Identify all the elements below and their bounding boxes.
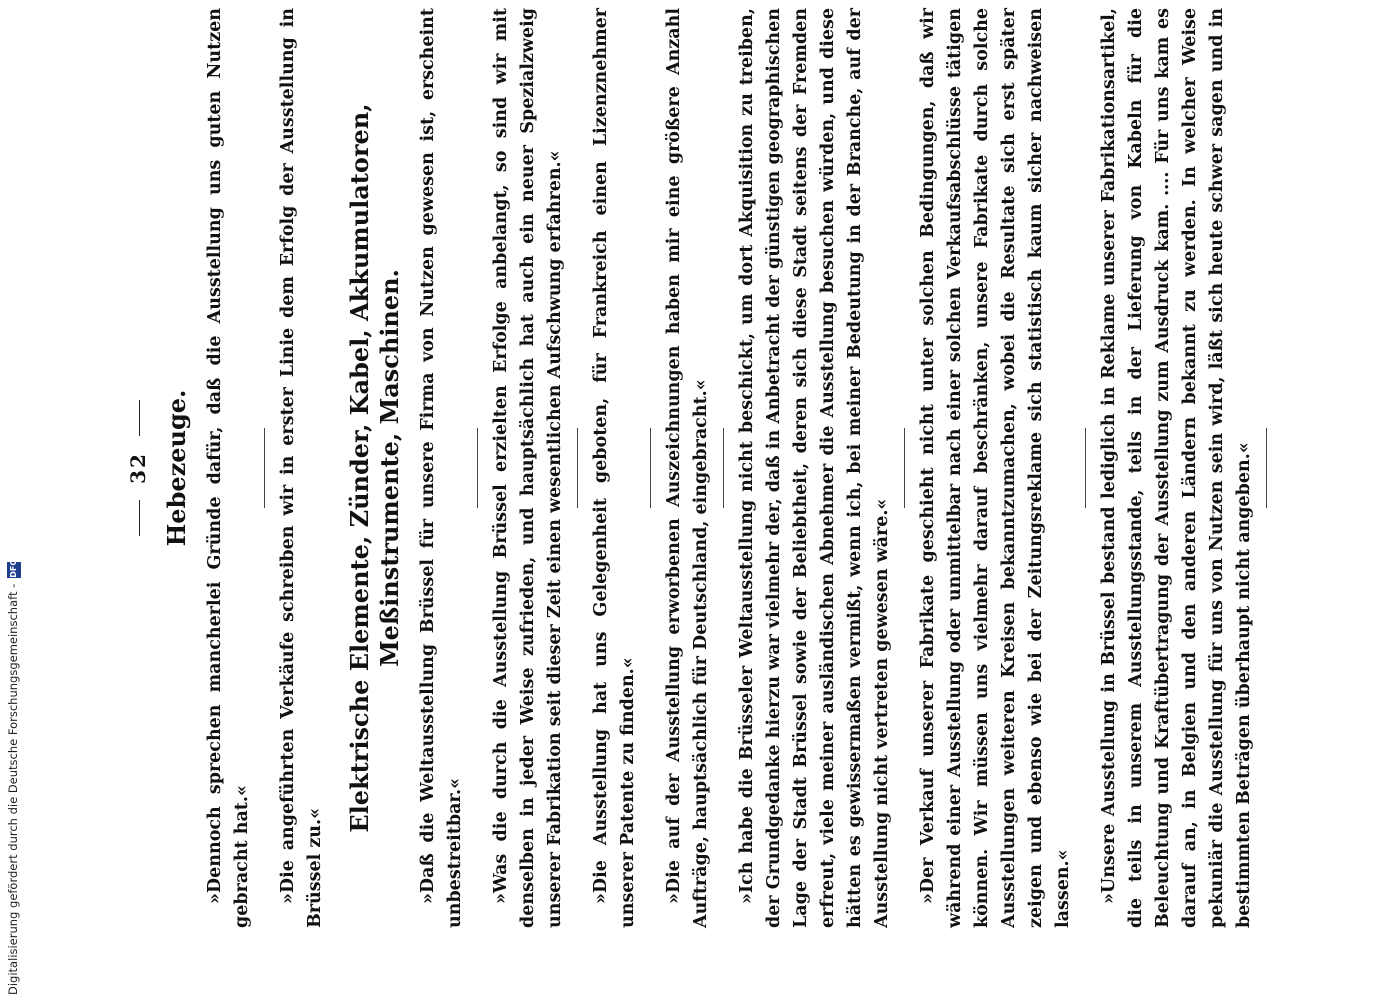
separator-rule	[264, 428, 265, 508]
scanned-page	[125, 8, 1254, 928]
dfg-logo: DFG	[7, 562, 21, 578]
paragraph: »Die Ausstellung hat uns Gelegenheit geboten, für Frankreich einen Lizenznehmer unserer Patente zu finden.«	[591, 8, 638, 928]
paragraph: »Unsere Ausstellung in Brüssel bestand lediglich in Reklame unserer Fabrikationsartikel, die teils in unserem Ausstellungsstande, teils in der Lieferung von Kabeln für die Beleuchtung und Kraftübertragung der Ausstellung zum Ausdruck kam. .... Für uns kam es darauf an, in Belgien und den anderen Ländern bekannt zu werden. In welcher Weise pekuniär die Ausstellung für uns von Nutzen sein wird, läßt sich heute schwer sagen und in bestimmten Beträgen überhaupt nicht angeben.«	[1099, 8, 1254, 928]
separator-rule	[723, 428, 724, 508]
section-heading-hebezeuge: Hebezeuge.	[162, 389, 191, 547]
separator-rule	[1085, 428, 1086, 508]
paragraph: »Dennoch sprechen mancherlei Gründe dafür, daß die Ausstellung uns guten Nutzen gebracht hat.«	[205, 8, 252, 928]
separator-rule	[477, 428, 478, 508]
separator-rule	[650, 428, 651, 508]
page-number-text: 32	[126, 452, 150, 484]
page-content	[125, 8, 1254, 928]
page-number-dash-left	[139, 500, 140, 536]
page-number-dash-right	[139, 400, 140, 436]
section-heading-elektrische: Elektrische Elemente, Zünder, Kabel, Akkumulatoren, Meßinstrumente, Maschinen.	[345, 103, 404, 833]
paragraph: »Die angeführten Verkäufe schreiben wir in erster Linie dem Erfolg der Ausstellung in Brüssel zu.«	[278, 8, 325, 928]
paragraph: »Der Verkauf unserer Fabrikate geschieht nicht unter solchen Bedingungen, daß wir während einer Ausstellung oder unmittelbar nach einer solchen Verkaufsabschlüsse tätigen können. Wir müssen uns vielmehr darauf beschränken, unsere Fabrikate durch solche Ausstellungen weiteren Kreisen bekanntzumachen, wobei die Resultate sich erst später zeigen und ebenso wie bei der Zeitungsreklame sich statistisch kaum sicher nachweisen lassen.«	[918, 8, 1073, 928]
separator-rule	[1266, 428, 1267, 508]
paragraph: »Die auf der Ausstellung erworbenen Auszeichnungen haben mir eine größere Anzahl Aufträge, hauptsächlich für Deutschland, eingebracht.«	[664, 8, 711, 928]
separator-rule	[577, 428, 578, 508]
paragraph: »Was die durch die Ausstellung Brüssel erzielten Erfolge anbelangt, so sind wir mit denselben in jeder Weise zufrieden, und hauptsächlich hat auch ein neuer Spezialzweig unserer Fabrikation seit dieser Zeit einen wesentlichen Aufschwung erfahren.«	[491, 8, 565, 928]
separator-rule	[904, 428, 905, 508]
page-number	[125, 8, 152, 928]
footer-text: Digitalisierung gefördert durch die Deutsche Forschungsgemeinschaft -	[6, 583, 20, 995]
paragraph: »Ich habe die Brüsseler Weltausstellung nicht beschickt, um dort Akquisition zu treiben, der Grundgedanke hierzu war vielmehr der, daß in Anbetracht der günstigen geographischen Lage der Stadt Brüssel sowie der Beliebtheit, deren sich diese Stadt seitens der Fremden erfreut, viele meiner ausländischen Abnehmer die Ausstellung besuchen würden, und diese hätten es gewissermaßen vermißt, wenn ich, bei meiner Bedeutung in der Branche, auf der Ausstellung nicht vertreten gewesen wäre.«	[737, 8, 892, 928]
digitization-footer	[2, 0, 24, 995]
paragraph: »Daß die Weltausstellung Brüssel für unsere Firma von Nutzen gewesen ist, erscheint unbestreitbar.«	[418, 8, 465, 928]
